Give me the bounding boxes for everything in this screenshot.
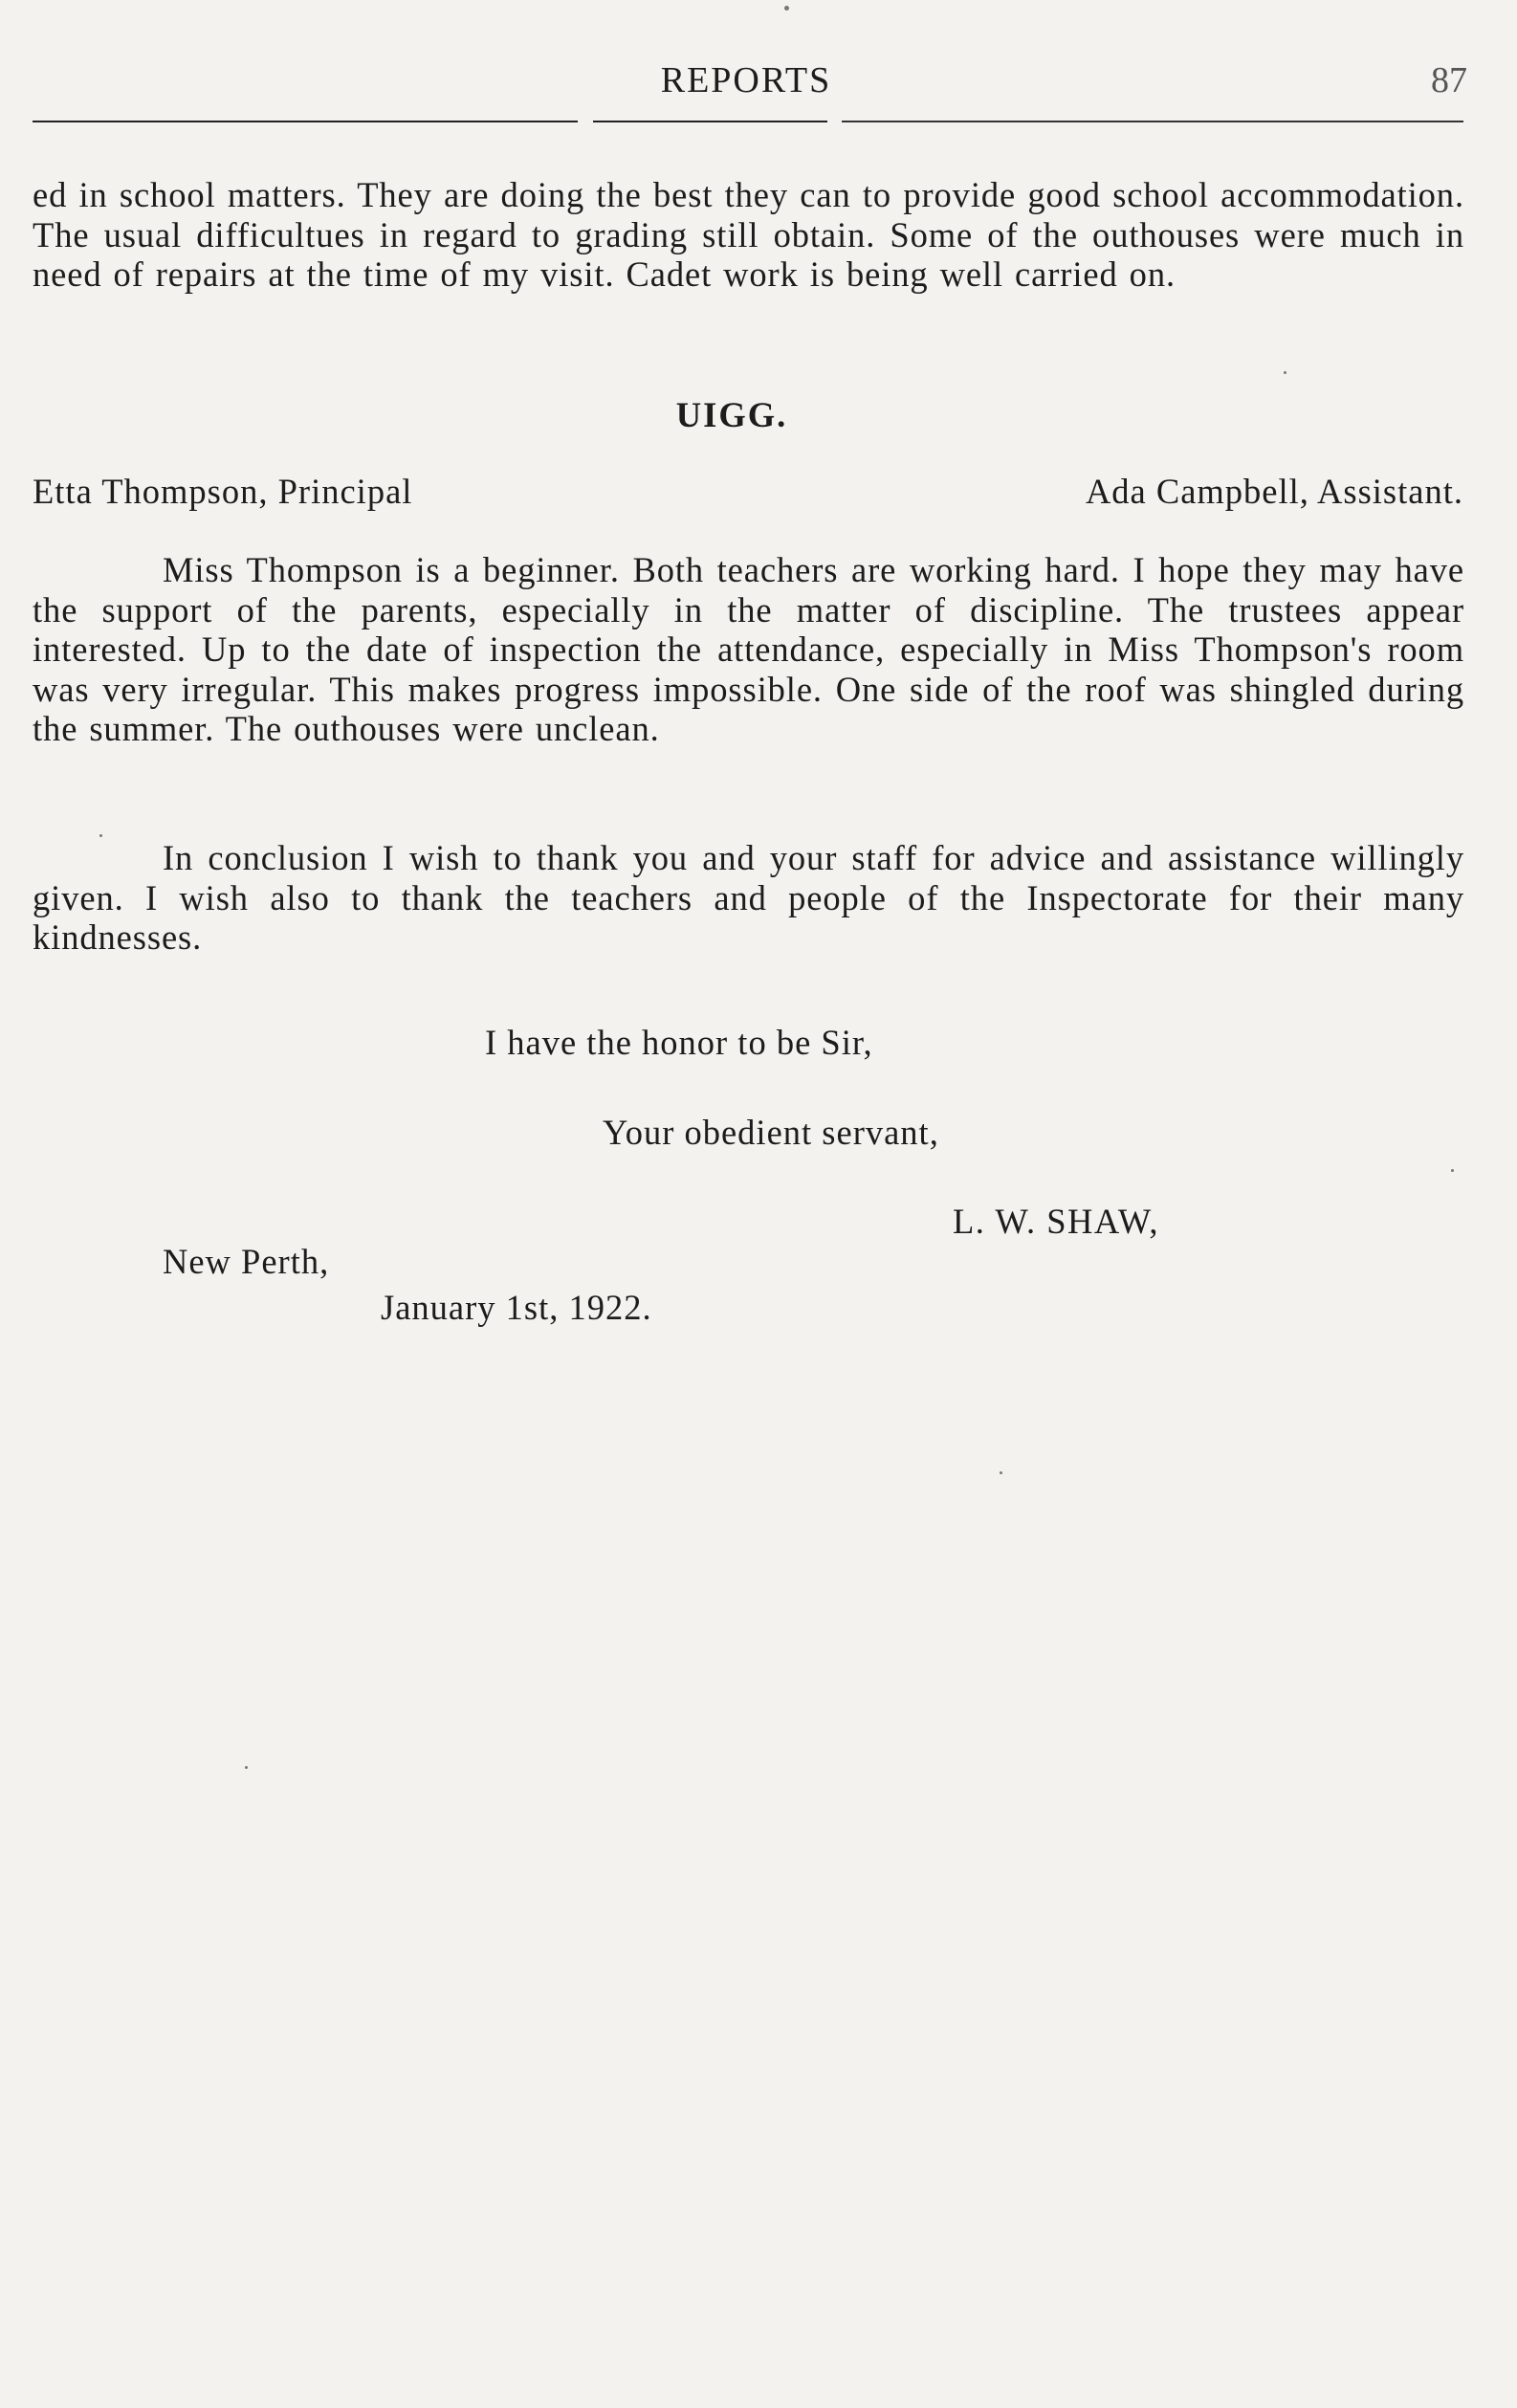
header-rule-middle (593, 121, 827, 122)
paper-speck (99, 834, 102, 837)
paper-speck (1284, 371, 1286, 374)
staff-principal: Etta Thompson, Principal (33, 472, 413, 511)
paper-speck (245, 1766, 248, 1769)
paragraph-school-report: Miss Thompson is a beginner. Both teachers are working hard. I hope they may have the support of the parents, especially in the matter of discipline. The trustees appear interested. Up to the date of inspection the attendance, especially in Miss Thompson's room was very irregular. This makes progress impossible. One side of the roof was shingled during the summer. The outhouses were unclean. (33, 550, 1464, 748)
running-header (0, 59, 1517, 107)
header-rule-right (842, 121, 1463, 122)
paragraph-conclusion: In conclusion I wish to thank you and your staff for advice and assistance willingly given. I wish also to thank the teachers and people of the Inspectorate for their many kindnesses. (33, 838, 1464, 957)
section-heading: UIGG. (675, 395, 788, 434)
closing-line: I have the honor to be Sir, (485, 1023, 873, 1062)
paper-speck (1000, 1471, 1002, 1474)
signature: L. W. SHAW, (953, 1202, 1160, 1241)
place-line: New Perth, (163, 1242, 330, 1281)
closing-salutation: Your obedient servant, (603, 1113, 939, 1152)
page-number: 87 (1431, 60, 1467, 100)
paper-speck (1451, 1169, 1454, 1172)
date-line: January 1st, 1922. (381, 1288, 652, 1327)
staff-assistant: Ada Campbell, Assistant. (1085, 472, 1463, 511)
header-rule-left (33, 121, 578, 122)
running-title: REPORTS (660, 60, 832, 100)
paragraph-continuation: ed in school matters. They are doing the best they can to provide good school accommodation. The usual difficultues in regard to grading still obtain. Some of the outhouses were much in need of repairs at the time of my visit. Cadet work is being well carried on. (33, 175, 1464, 294)
paper-speck (784, 6, 789, 11)
